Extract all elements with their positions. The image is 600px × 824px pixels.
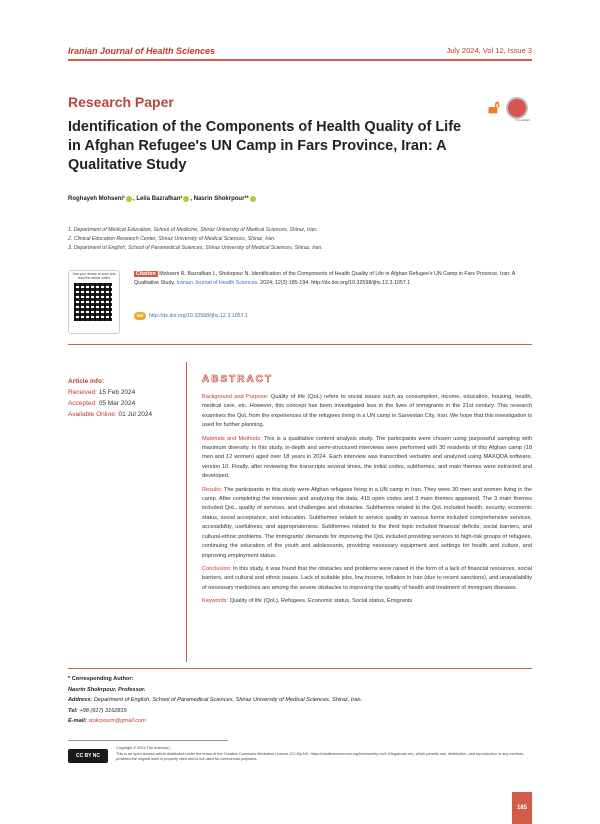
abstract-heading: ABSTRACT (202, 374, 273, 385)
orcid-icon[interactable] (183, 196, 189, 202)
header-divider (68, 59, 532, 61)
citation-text: Mohseni R, Bazrafkan L, Shokrpour N. Identification of the Components of Health Quality of Life in Afghan Refugee's UN Camp in Fars Province, Iran: A Qualitative Study. (134, 271, 515, 286)
affiliation-1: 1. Department of Medical Education, School of Medicine, Shiraz University of Medical Sciences, Shiraz, Iran. (68, 227, 318, 233)
online-date: 01 Jul 2024 (118, 411, 153, 418)
cc-license-badge[interactable]: CC BY NC (68, 749, 108, 763)
open-access-icon: 🔓︎ (488, 97, 500, 117)
corresponding-name: Nasrin Shokrpour, Professor. (68, 686, 146, 693)
citation-block (134, 270, 532, 288)
paper-title: Identification of the Components of Health Quality of Life in Afghan Refugee's UN Camp in Fars Province, Iran: A Qualitative Study (68, 119, 462, 173)
corresponding-address: Department of English, School of Paramedical Sciences, Shiraz University of Medical Sciences, Shiraz, Iran. (93, 697, 363, 703)
crossmark-label: CrossMark (515, 118, 530, 122)
qr-caption: Use your device to scan and read the article online (72, 272, 116, 280)
affiliations (68, 226, 323, 253)
abstract-background: Background and Purpose: Quality of life (QoL) refers to social issues such as consumption, income, education, housing, health, medical care, etc. However, this concept has been investigated less in the lives of immigrants in the 21st century. This research examines the QoL from the experiences of the refugees living in a UN camp in Sarvestan City, Iran. We hope that this investigation is used for further planning. (202, 394, 532, 429)
crossmark-icon[interactable] (506, 97, 528, 119)
journal-name: Iranian Journal of Health Sciences (68, 46, 216, 56)
license-body: This is an open access article distributed under the terms of the Creative Commons Attribution License (CC-By-NC: https://creativecommons.org/licenses/by-nc/4.0/legalcode.en), which permits use, distribution, and reproduction in any medium, provided the original work is properly cited and is not used for commercial purposes. (116, 751, 524, 762)
qr-code[interactable] (74, 283, 112, 321)
citation-tail: 2024; 12(3):185-194. http://dx.doi.org/10.32598/ijhs.12.3.1057.1 (260, 280, 411, 286)
corresponding-tel: +98 (917) 3162815 (79, 707, 127, 714)
issue-info: July 2024, Vol 12, Issue 3 (446, 46, 532, 55)
abstract-results: Results: The participants in this study were Afghan refugees living in a UN camp in Iran. They were 30 men and women living in the camp. After completing the interviews and analyzing the data, 415 open codes and 3 main themes appeared. The 3 main themes included QoL, quality of services, and challenges and obstacles. Subthemes related to the QoL included health, security, economic status, social acceptance, and education. Subthemes related to service quality in various forms included comprehensive services, accessibility, usefulness, and appropriateness. Subthemes related to the third topic included financial deficits, social barriers, and cultural-ethnic problems. The immigrants' demands for improving the QoL included providing services to high-risk groups of refugees, continuing the education of the youth and adolescents, providing necessary equipment and settings for health and culture, and improving employment status. (202, 486, 533, 559)
article-info-heading: Article info: (68, 378, 105, 385)
doi-icon: doi (134, 312, 146, 320)
affiliation-2: 2. Clinical Education Research Center, Shiraz University of Medical Sciences, Shiraz, Iran. (68, 236, 276, 242)
doi-row (134, 312, 248, 320)
corresponding-email[interactable]: stokrpourn@gmail.com (88, 718, 146, 724)
page-number: 185 (512, 792, 532, 824)
affiliation-3: 3. Department of English, School of Paramedical Sciences, Shiraz University of Medical Sciences, Shiraz, Iran. (68, 245, 323, 251)
corresponding-author: * Corresponding Author: Nasrin Shokrpour, Professor. Address: Department of English, School of Paramedical Sciences, Shiraz University of Medical Sciences, Shiraz, Iran. Tel: +98 (917) 3162815 E-mail: stokrpourn@gmail.com (68, 676, 363, 724)
article-info: Article info: Received: 15 Feb 2024 Accepted: 05 Mar 2024 Available Online: 01 Jul 2024 (68, 378, 153, 418)
orcid-icon[interactable] (126, 196, 132, 202)
abstract-keywords: Keywords: Quality of life (QoL), Refugees, Economic status, Social status, Emigrants (202, 598, 413, 605)
orcid-icon[interactable] (250, 196, 256, 202)
accepted-date: 05 Mar 2024 (98, 400, 136, 407)
received-date: 15 Feb 2024 (98, 389, 136, 396)
abstract-methods: Materials and Methods: This is a qualitative content analysis study. The participants were chosen using purposeful sampling with maximum diversity. In this study, in-depth and semi-structured interviews were performed with 30 residents of this Afghan camp (18 men and 12 women) aged over 18 years in 2024. Each interview was transcribed verbatim and analyzed using MAXQDA software, version 10. Finally, after reviewing the transcripts several times, the initial codes, subthemes, and main themes were extracted and developed. (202, 435, 532, 480)
citation-journal[interactable]: Iranian Journal of Health Sciences. (176, 280, 259, 286)
author-1: Roghayeh Mohseni¹ (68, 196, 126, 202)
column-divider (186, 362, 187, 662)
doi-link[interactable]: http://dx.doi.org/10.32598/ijhs.12.3.1057.1 (149, 313, 248, 319)
license-divider (68, 740, 228, 741)
citation-label: Citation (136, 271, 156, 277)
author-3: Nasrin Shokrpour³* (193, 196, 249, 202)
copyright: Copyright © 2024 The Author(s); (116, 746, 171, 750)
footer-divider (68, 668, 532, 669)
abstract-conclusion: Conclusion: In this study, it was found that the obstacles and problems were raised in the form of a lack of financial resources, social barriers, and cultural and ethnic issues. Lack of suitable jobs, low income, inflation in Iran (due to recent sanctions), and unavailability of necessary medicines are among the severe obstacles to improving the quality of health and treatment of immigrant diseases. (202, 565, 532, 591)
paper-type: Research Paper (68, 94, 174, 110)
abstract-body (202, 393, 532, 611)
corresponding-heading: * Corresponding Author: (68, 676, 134, 682)
license-text (116, 746, 532, 763)
author-2: Leila Bazrafkan² (136, 196, 183, 202)
badges (486, 97, 528, 119)
section-divider (68, 344, 532, 345)
author-list: Roghayeh Mohseni¹ , Leila Bazrafkan² , Nasrin Shokrpour³* (68, 196, 257, 202)
